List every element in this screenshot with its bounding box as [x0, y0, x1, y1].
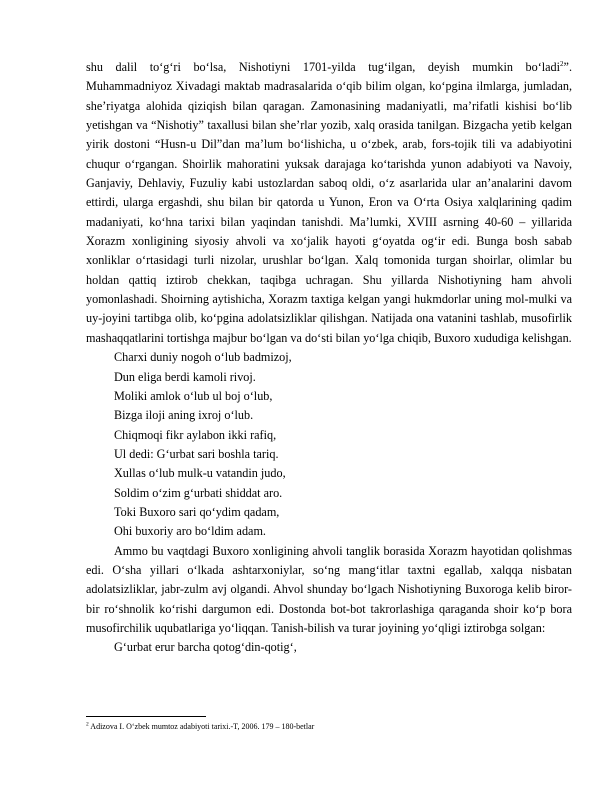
verse-line: Charxi duniy nogoh o‘lub badmizoj, [114, 350, 292, 365]
footnote [86, 722, 314, 732]
footnote-ref[interactable]: 2 [560, 59, 564, 68]
footnote-number: 2 [86, 721, 89, 728]
verse-line: G‘urbat erur barcha qotog‘din-qotig‘, [114, 640, 297, 655]
verse-line: Toki Buxoro sari qo‘ydim qadam, [114, 504, 280, 519]
footnote-divider [86, 716, 206, 717]
paragraph-2: Ammo bu vaqtdagi Buxoro xonligining ahvoli tanglik borasida Xorazm hayotidan qolishmas edi. O‘sha yillari o‘lkada ashtarxoniylar, so‘ng mang‘itlar taxtni egallab, xalqqa nisbatan adolatsizliklar, jabr-zulm avj olgandi. Ahvol shunday bo‘lgach Nishotiyning Buxoroga kelib biror-bir ro‘shnolik ko‘rishi dargumon edi. Dostonda bot-bot takrorlashiga qaraganda shoir ko‘p bora musofirchilik uqubatlariga yo‘liqqan. Tanish-bilish va turar joyining yo‘qligi iztirobga solgan: [86, 543, 572, 635]
paragraph-1 [86, 58, 572, 348]
footnote-text: Adizova I. O‘zbek mumtoz adabiyoti tarixi.-T, 2006. 179 – 180-betlar [88, 722, 315, 731]
verse-line: Chiqmoqi fikr aylabon ikki rafiq, [114, 427, 277, 442]
verse-line: Ul dedi: G‘urbat sari boshla tariq. [114, 446, 279, 461]
verse-block-1 [86, 348, 572, 541]
paragraph-1-text-b: ”. Muhammadniyoz Xivadagi maktab madrasalarida o‘qib bilim olgan, ko‘pgina ilmlarga, jumladan, she’riyatga alohida qiziqish bilan qaragan. Zamonasining madaniyatli, ma’rifatli kishisi bo‘lib yetishgan va “Nishotiy” taxallusi bilan she’rlar yozib, xalq orasida tanilgan. Bizgacha yetib kelgan yirik dostoni “Husn-u Dil”dan ma’lum bo‘lishicha, u o‘zbek, arab, fors-tojik tili va adabiyotini chuqur o‘rgangan. Shoirlik mahoratini yuksak darajaga ko‘tarishda yunon adabiyoti va Navoiy, Ganjaviy, Dehlaviy, Fuzuliy kabi ustozlardan saboq oldi, o‘z asarlarida ular an’analarini davom ettirdi, ularga ergashdi, shu bilan bir qatorda u Yunon, Eron va O‘rta Osiya xalqlarining qadim madaniyati, ko‘hna tarixi bilan yaqindan tanishdi. Ma’lumki, XVIII asrning 40-60 – yillarida Xorazm xonligining siyosiy ahvoli va xo‘jalik hayoti g‘oyatda og‘ir edi. Bunga bosh sabab xonliklar o‘rtasidagi turli nizolar, urushlar bo‘lgan. Xalq tomonida turgan shoirlar, olimlar bu holdan qattiq iztirob chekkan, taqibga uchragan. Shu yillarda Nishotiyning ham ahvoli yomonlashadi. Shoirning aytishicha, Xorazm taxtiga kelgan yangi hukmdorlar uning mol-mulki va uy-joyini tartibga olib, ko‘pgina adolatsizliklar qilishgan. Natijada ona vatanini tashlab, musofirlik mashaqqatlarini tortishga majbur bo‘lgan va do‘sti bilan yo‘lga chiqib, Buxoro xududiga kelishgan. [86, 60, 572, 345]
verse-line: Ohi buxoriy aro bo‘ldim adam. [114, 524, 266, 539]
verse-line: Bizga iloji aning ixroj o‘lub. [114, 408, 254, 423]
verse-line: Dun eliga berdi kamoli rivoj. [114, 369, 256, 384]
verse-line: Soldim o‘zim g‘urbati shiddat aro. [114, 485, 283, 500]
paragraph-1-text-a: shu dalil to‘g‘ri bo‘lsa, Nishotiyni 1701-yilda tug‘ilgan, deyish mumkin bo‘ladi [86, 60, 561, 74]
verse-line: Xullas o‘lub mulk-u vatandin judo, [114, 466, 286, 481]
verse-line: Moliki amlok o‘lub ul boj o‘lub, [114, 388, 273, 403]
verse-block-2 [86, 638, 572, 657]
page-body [86, 58, 572, 658]
